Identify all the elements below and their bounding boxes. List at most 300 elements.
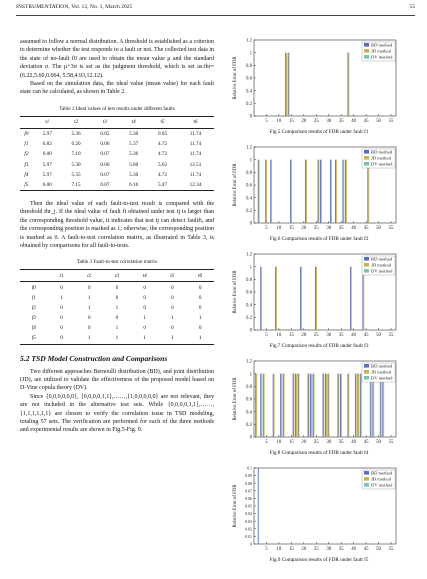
bar	[336, 160, 337, 223]
x-tick-label: 15	[288, 440, 294, 445]
table3-cell: 0	[198, 284, 202, 291]
bar	[299, 374, 300, 437]
table2-cell: 5.30	[71, 161, 81, 168]
bar	[345, 160, 346, 223]
y-tick-label: 0.08	[245, 480, 252, 486]
table3-caption: Table 3 Fault-to-test correlation matrix	[76, 259, 158, 266]
table2-row-label: f1	[24, 141, 29, 148]
x-tick-label: 15	[288, 226, 294, 231]
bar	[261, 267, 262, 330]
x-tick-label: 55	[388, 547, 394, 552]
table3-row	[20, 282, 214, 293]
x-tick-label: 20	[301, 226, 307, 231]
table2-row-label: f2	[24, 151, 29, 158]
table3-header-cell: t3	[103, 270, 131, 282]
table3-cell: 0	[171, 294, 174, 301]
y-tick-label: 1	[249, 372, 252, 378]
legend-swatch	[364, 483, 369, 487]
table2-row	[20, 149, 214, 159]
table2-header-cell: t2	[62, 116, 91, 128]
fig8-chart	[228, 355, 410, 450]
x-tick-label: 50	[376, 333, 381, 338]
bar	[368, 160, 369, 223]
y-tick-label: 0.4	[246, 410, 252, 416]
bar	[300, 267, 301, 330]
table2-cell: 0.05	[157, 130, 168, 137]
legend-label: BD method	[371, 470, 393, 476]
y-tick-label: 0.07	[245, 488, 252, 494]
bar	[266, 160, 267, 223]
x-tick-label: 20	[301, 119, 307, 124]
table3-row	[20, 313, 214, 323]
bar	[305, 160, 306, 223]
table2-header-cell	[20, 116, 33, 128]
legend-label: DV method	[371, 268, 393, 274]
x-tick-label: 5	[265, 226, 268, 231]
x-tick-label: 25	[313, 119, 319, 124]
legend-swatch	[364, 477, 369, 481]
legend-swatch	[364, 364, 369, 368]
y-tick-label: 1.2	[246, 252, 252, 258]
table3-row-label: f0	[31, 284, 36, 291]
bar	[373, 374, 374, 437]
table2-cell: 0.05	[100, 130, 110, 137]
table3-cell: 0	[171, 325, 174, 332]
bar	[259, 160, 260, 223]
y-tick-label: 0	[249, 435, 252, 441]
y-tick-label: 0.09	[245, 473, 252, 479]
bar	[380, 374, 381, 437]
table3-cell: 0	[198, 294, 202, 301]
table2-header-cell: t1	[33, 116, 62, 128]
figure-5	[228, 34, 410, 141]
x-tick-label: 40	[351, 547, 357, 552]
y-tick-label: 0.1	[247, 465, 252, 471]
fig9-caption: Fig.9 Comparison results of FDR under fault f5	[269, 557, 369, 563]
x-tick-label: 55	[388, 119, 394, 124]
table2	[20, 116, 214, 191]
table2-cell: 0.07	[100, 151, 110, 158]
x-tick-label: 30	[326, 440, 332, 445]
y-tick-label: 0.02	[245, 526, 252, 532]
table2-row-label: f0	[24, 130, 29, 137]
bar	[288, 53, 289, 116]
table3-cell: 1	[131, 333, 159, 344]
bar	[348, 53, 349, 116]
y-tick-label: 0.03	[245, 518, 252, 524]
table2-cell: 0.07	[100, 171, 110, 178]
table3-cell: 1	[159, 333, 187, 344]
x-tick-label: 15	[288, 119, 294, 124]
table2-header-cell: t5	[148, 116, 177, 128]
table2-cell: 12.34	[177, 180, 214, 191]
table2-row	[20, 159, 214, 169]
table2-row-label: f4	[24, 171, 29, 178]
bar	[306, 160, 307, 223]
legend-label: BD method	[371, 363, 393, 369]
x-tick-label: 5	[265, 547, 268, 552]
x-tick-label: 45	[363, 547, 369, 552]
table2-cell: 5.35	[71, 171, 81, 178]
y-tick-label: 1	[249, 51, 252, 57]
legend-swatch	[364, 263, 369, 267]
x-tick-label: 20	[301, 333, 307, 338]
bar	[289, 53, 290, 116]
table2-cell: 5.36	[71, 130, 81, 137]
bar	[284, 374, 285, 437]
table3-cell: 0	[198, 304, 202, 311]
y-axis-label: Relative Error of FDR	[233, 484, 238, 528]
x-tick-label: 20	[301, 440, 307, 445]
x-tick-label: 35	[338, 119, 344, 124]
bar	[296, 374, 297, 437]
table3-cell: 1	[115, 325, 119, 332]
y-tick-label: 0	[249, 221, 252, 227]
table2-cell: 5.60	[129, 161, 139, 168]
page-number: 55	[409, 4, 415, 10]
legend-label: JD method	[371, 476, 392, 482]
table2-cell: 5.97	[42, 171, 52, 178]
table3-row	[20, 333, 214, 344]
table3-row	[20, 323, 214, 333]
legend-swatch	[364, 162, 369, 166]
x-tick-label: 15	[288, 547, 294, 552]
legend-swatch	[364, 269, 369, 273]
x-tick-label: 30	[326, 119, 332, 124]
table2-cell: 7.15	[62, 180, 91, 191]
table3-cell: 0	[87, 325, 91, 332]
y-tick-label: 0.8	[246, 277, 252, 283]
table3-cell: 0	[143, 294, 146, 301]
y-tick-label: 0.2	[246, 422, 252, 428]
bar	[310, 374, 311, 437]
y-tick-label: 0.6	[246, 76, 252, 82]
legend-swatch	[364, 150, 369, 154]
table3-cell: 0	[87, 284, 91, 291]
bar	[328, 374, 329, 437]
y-tick-label: 0.04	[245, 511, 252, 517]
table2-header-cell: t3	[90, 116, 119, 128]
table2-cell: 5.37	[129, 141, 139, 148]
bar	[371, 374, 372, 437]
table3-cell: 0	[143, 304, 146, 311]
fig6-caption: Fig.6 Comparison results of FDR under fault f2	[269, 236, 369, 242]
table2-header-cell: t6	[177, 116, 214, 128]
bar	[358, 374, 359, 437]
table3-cell: 1	[60, 294, 63, 301]
x-tick-label: 25	[313, 440, 319, 445]
x-tick-label: 45	[363, 119, 369, 124]
table3-row	[20, 303, 214, 313]
paragraph-correlation: Then the ideal value of each fault-to-test result is compared with the threshold thr_j. If the ideal value of fault fi obtained under test tj is larger than the corresponding threshold value, it indicates that test tj can detect faultfi, and the corresponding position is marked as 1; otherwise, the corresponding position is marked as 0. A fault-to-test correlation matrix, as illustrated in Table 3, is obtained by comparisons for all fault-to-tests.	[20, 200, 214, 249]
table3-row-label: f2	[31, 304, 36, 311]
fig9-chart	[228, 462, 410, 557]
journal-title: INSTRUMENTATION, Vol. 12, No. 1, March 2025	[16, 4, 133, 10]
paragraph-threshold: assumed to follow a normal distribution. A threshold is established as a criterion to determine whether the test responds to a fault or not. The collected test data in the state of no-fault f0 are used to obtain the mean value μ and the standard deviation σ. The μ+3σ is set as the judgment threshold, which is set as:thr=(6.22,5.60,0.064, 5.58,4.93,12.12).	[20, 39, 214, 79]
y-tick-label: 0	[249, 328, 252, 334]
bar	[256, 374, 257, 437]
bar	[313, 374, 314, 437]
bar	[382, 374, 383, 437]
x-tick-label: 30	[326, 547, 332, 552]
bar	[331, 160, 332, 223]
table2-row	[20, 128, 214, 139]
bar	[290, 160, 291, 223]
bar	[381, 374, 382, 437]
table3-cell: 1	[115, 304, 119, 311]
fig5-chart	[228, 34, 410, 129]
bar	[274, 374, 275, 437]
bar	[323, 374, 324, 437]
paragraph-ideal-values: Based on the simulation data, the ideal value (mean value) for each fault state can be calculated, as shown in Table 2.	[20, 81, 214, 96]
x-tick-label: 50	[376, 547, 381, 552]
x-tick-label: 45	[363, 226, 369, 231]
table3-cell: 0	[115, 284, 119, 291]
legend-label: JD method	[371, 369, 392, 375]
bar	[328, 374, 329, 437]
table2-header-cell: t4	[119, 116, 148, 128]
table2-cell: 7.10	[71, 151, 81, 158]
x-tick-label: 20	[301, 547, 307, 552]
left-column	[20, 38, 214, 435]
bar	[361, 374, 362, 437]
bar	[258, 468, 259, 544]
page-header	[16, 4, 415, 16]
table3-cell: 0	[60, 325, 63, 332]
y-tick-label: 0.8	[246, 384, 252, 390]
bar	[346, 160, 347, 223]
table2-row	[20, 180, 214, 191]
x-tick-label: 40	[351, 440, 357, 445]
legend-label: JD method	[371, 155, 392, 161]
x-tick-label: 30	[326, 226, 332, 231]
bar	[356, 374, 357, 437]
table3-cell: 0	[48, 333, 76, 344]
x-tick-label: 25	[313, 333, 319, 338]
table2-cell: 0.07	[90, 180, 119, 191]
x-tick-label: 35	[338, 333, 344, 338]
legend-swatch	[364, 376, 369, 380]
table2-header-row	[20, 116, 214, 128]
y-axis-label: Relative Error of FDR	[233, 56, 238, 100]
table2-cell: 5.97	[42, 130, 52, 137]
bar	[326, 374, 327, 437]
table3-cell: 1	[143, 315, 146, 322]
x-tick-label: 5	[265, 440, 268, 445]
bar	[263, 374, 264, 437]
legend-swatch	[364, 257, 369, 261]
y-tick-label: 1.2	[246, 145, 252, 151]
table2-cell: 6.00	[33, 180, 62, 191]
bar	[265, 160, 266, 223]
table3-cell: 0	[87, 315, 91, 322]
table3-cell: 1	[103, 333, 131, 344]
x-tick-label: 50	[376, 119, 381, 124]
bar	[313, 374, 314, 437]
y-tick-label: 1.2	[246, 38, 252, 44]
bar	[261, 374, 262, 437]
x-tick-label: 35	[338, 440, 344, 445]
fig7-chart	[228, 248, 410, 343]
bar	[309, 374, 310, 437]
bar	[338, 374, 339, 437]
bar	[275, 267, 276, 330]
table2-cell: 4.72	[157, 151, 168, 158]
y-tick-label: 0.05	[245, 503, 252, 509]
table3-header-cell: t1	[48, 270, 76, 282]
bar	[293, 374, 294, 437]
bar	[264, 374, 265, 437]
legend-swatch	[364, 49, 369, 53]
legend-swatch	[364, 156, 369, 160]
y-tick-label: 0.8	[246, 63, 252, 69]
bar	[320, 160, 321, 223]
x-tick-label: 10	[276, 440, 282, 445]
x-tick-label: 10	[276, 119, 282, 124]
table2-cell: 11.74	[189, 141, 202, 148]
x-tick-label: 10	[276, 226, 282, 231]
table2-cell: 4.72	[157, 171, 168, 178]
figure-9	[228, 462, 410, 569]
table2-cell: 6.20	[71, 141, 81, 148]
table2-cell: 12.51	[189, 161, 202, 168]
bar	[323, 374, 324, 437]
fig6-chart	[228, 141, 410, 236]
bar	[258, 160, 259, 223]
bar	[321, 160, 322, 223]
x-tick-label: 10	[276, 547, 282, 552]
table3-cell: 0	[115, 315, 119, 322]
table2-cell: 5.36	[129, 151, 139, 158]
table3-row-label: f4	[31, 325, 36, 332]
y-tick-label: 0.01	[245, 534, 252, 539]
bar	[281, 374, 282, 437]
bar	[372, 374, 373, 437]
table3-cell: 0	[60, 304, 63, 311]
table2-row-label: f3	[24, 161, 29, 168]
bar	[260, 374, 261, 437]
bar	[294, 374, 295, 437]
legend-label: BD method	[371, 149, 393, 155]
bar	[341, 374, 342, 437]
table3-header-cell	[20, 270, 48, 282]
y-tick-label: 0.6	[246, 397, 252, 403]
table3-cell: 0	[143, 284, 146, 291]
y-tick-label: 0.06	[245, 496, 252, 501]
x-tick-label: 30	[326, 333, 332, 338]
table3-row	[20, 293, 214, 303]
bar	[311, 374, 312, 437]
table2-cell: 5.62	[157, 161, 168, 168]
bar	[340, 374, 341, 437]
table2-cell: 5.30	[129, 130, 139, 137]
figure-6	[228, 141, 410, 248]
x-tick-label: 55	[388, 226, 394, 231]
table3-cell: 1	[171, 315, 174, 322]
legend-swatch	[364, 370, 369, 374]
x-tick-label: 5	[265, 119, 268, 124]
bar	[295, 374, 296, 437]
bar	[301, 267, 302, 330]
bar	[273, 374, 274, 437]
y-tick-label: 0.4	[246, 89, 252, 95]
bar	[260, 267, 261, 330]
bar	[318, 160, 319, 223]
bar	[308, 374, 309, 437]
bar	[286, 53, 287, 116]
table2-cell: 4.72	[157, 141, 168, 148]
y-tick-label: 1	[249, 158, 252, 164]
table2-cell: 11.74	[189, 130, 202, 137]
legend-label: JD method	[371, 48, 392, 54]
y-axis-label: Relative Error of FDR	[233, 163, 238, 207]
legend-label: DV method	[371, 54, 393, 60]
bar	[276, 267, 277, 330]
table3-cell: 0	[143, 325, 146, 332]
figure-8	[228, 355, 410, 462]
bar	[271, 160, 272, 223]
bar	[318, 160, 319, 223]
bar	[315, 267, 316, 330]
table2-caption: Table 2 Ideal values of test results under different faults	[59, 105, 175, 112]
legend-label: DV method	[371, 482, 393, 488]
table3-cell: 1	[75, 333, 103, 344]
table3-cell: 0	[115, 294, 119, 301]
x-tick-label: 35	[338, 547, 344, 552]
bar	[298, 374, 299, 437]
x-tick-label: 50	[376, 226, 381, 231]
x-tick-label: 55	[388, 440, 394, 445]
x-tick-label: 45	[363, 333, 369, 338]
table3-header-cell: t2	[75, 270, 103, 282]
bar	[335, 160, 336, 223]
x-tick-label: 25	[313, 547, 319, 552]
y-tick-label: 0.2	[246, 101, 252, 107]
bar	[350, 267, 351, 330]
paragraph-verification: Since {0,0,0,0,0,0}, {0,0,0,0,1,1},……,{1,0,0,0,0,0} are not relevant, they are not included in the alternative test sets. While {0,0,0,0,1,1},……, {1,1,1,1,1,1} are chosen to verify the correlation issue in TSD modeling, totaling 57 sets. The verification are performed for each of the three methods and experimental results are shown in Fig.5-Fig. 9.	[20, 393, 214, 434]
bar	[316, 267, 317, 330]
bar	[347, 374, 348, 437]
bar	[360, 374, 361, 437]
bar	[357, 374, 358, 437]
bar	[283, 374, 284, 437]
table2-cell: 11.74	[189, 171, 202, 178]
bar	[370, 374, 371, 437]
table3-cell: 0	[171, 304, 174, 311]
table3-cell: 1	[87, 304, 91, 311]
y-tick-label: 0.2	[246, 315, 252, 321]
legend-swatch	[364, 55, 369, 59]
y-tick-label: 0	[249, 114, 252, 120]
legend-label: DV method	[371, 375, 393, 381]
bar	[343, 160, 344, 223]
bar	[363, 267, 364, 330]
bar	[338, 374, 339, 437]
table2-cell: 5.97	[42, 161, 52, 168]
x-tick-label: 5	[265, 333, 268, 338]
table3-cell: 1	[198, 315, 202, 322]
x-tick-label: 25	[313, 226, 319, 231]
x-tick-label: 55	[388, 333, 394, 338]
table3	[20, 269, 214, 344]
bar	[348, 374, 349, 437]
bar	[270, 160, 271, 223]
bar	[255, 374, 256, 437]
x-tick-label: 35	[338, 226, 344, 231]
y-tick-label: 0.6	[246, 183, 252, 189]
table3-row-label: f5	[20, 333, 48, 344]
bar	[325, 374, 326, 437]
